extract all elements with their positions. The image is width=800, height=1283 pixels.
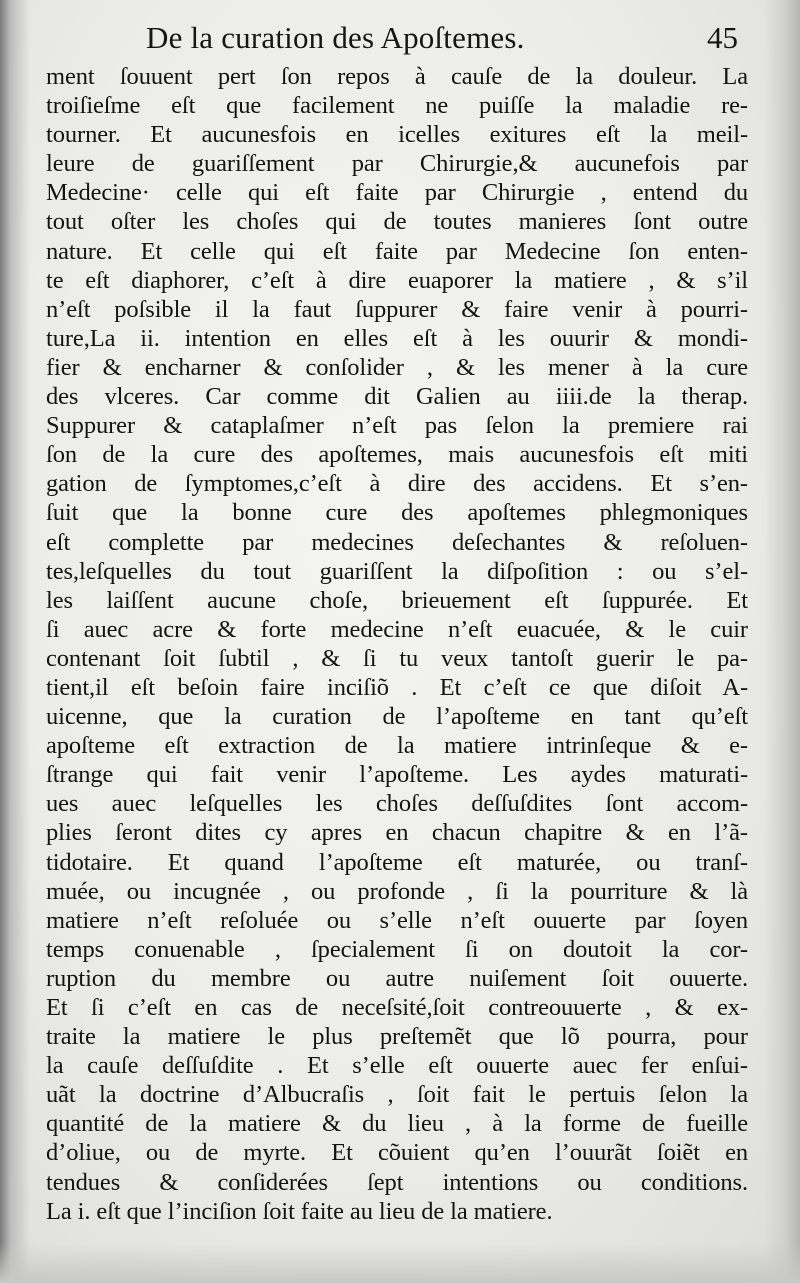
text-line: ment ſouuent pert ſon repos à cauſe de la douleur. La <box>46 63 748 90</box>
text-line: plies ſeront dites cy apres en chacun chapitre & en l’ã- <box>46 819 748 847</box>
text-line: Medecine· celle qui eſt faite par Chirurgie , entend du <box>46 179 748 207</box>
text-line: quantité de la matiere & du lieu , à la forme de fueille <box>46 1110 748 1138</box>
text-line: ſi auec acre & forte medecine n’eſt euacuée, & le cuir <box>46 615 748 643</box>
text-line: temps conuenable , ſpecialement ſi on doutoit la cor- <box>46 935 748 963</box>
text-line: Et ſi c’eſt en cas de neceſsité,ſoit contreouuerte , & ex- <box>46 994 748 1021</box>
text-line: d’oliue, ou de myrte. Et cõuient qu’en l’ouurãt ſoiẽt en <box>46 1139 748 1167</box>
text-line: uicenne, que la curation de l’apoſteme en tant qu’eſt <box>46 703 748 731</box>
text-line: tendues & conſiderées ſept intentions ou conditions. <box>46 1168 748 1196</box>
text-line: fier & encharner & conſolider , & les mener à la cure <box>46 353 748 381</box>
body-text <box>46 62 748 1226</box>
text-line: La i. eſt que l’inciſion ſoit faite au lieu de la matiere. <box>46 1197 553 1225</box>
page-number: 45 <box>707 20 738 55</box>
text-line: n’eſt poſsible il la faut ſuppurer & faire venir à pourri- <box>46 295 748 323</box>
text-line: matiere n’eſt reſoluée ou s’elle n’eſt ouuerte par ſoyen <box>46 906 748 934</box>
text-line: contenant ſoit ſubtil , & ſi tu veux tantoſt guerir le pa- <box>46 644 748 672</box>
bottom-shadow <box>0 1243 800 1283</box>
text-line: tout oſter les choſes qui de toutes manieres ſont outre <box>46 208 748 236</box>
text-line: les laiſſent aucune choſe, brieuement eſt ſuppurée. Et <box>46 586 748 614</box>
text-line: muée, ou incugnée , ou profonde , ſi la pourriture & là <box>46 877 748 905</box>
text-line: ſon de la cure des apoſtemes, mais aucunesfois eſt miti <box>46 441 748 469</box>
text-line: traite la matiere le plus preſtemẽt que lõ pourra, pour <box>46 1023 748 1051</box>
text-line: ture,La ii. intention en elles eſt à les ouurir & mondi- <box>46 324 748 352</box>
gutter-shadow <box>0 0 30 1283</box>
text-line: ſuit que la bonne cure des apoſtemes phlegmoniques <box>46 499 748 527</box>
text-line: tourner. Et aucunesfois en icelles exitures eſt la meil- <box>46 121 748 149</box>
text-line: nature. Et celle qui eſt faite par Medecine ſon enten- <box>46 237 748 265</box>
text-line: ruption du membre ou autre nuiſement ſoit ouuerte. <box>46 964 748 992</box>
text-line: gation de ſymptomes,c’eſt à dire des accidens. Et s’en- <box>46 470 748 498</box>
text-line: troiſieſme eſt que facilement ne puiſſe la maladie re- <box>46 92 748 120</box>
page-edge <box>764 0 800 1283</box>
text-line: ues auec leſquelles les choſes deſſuſdites ſont accom- <box>46 790 748 818</box>
text-line: apoſteme eſt extraction de la matiere intrinſeque & e- <box>46 732 748 760</box>
text-line: tient,il eſt beſoin faire inciſiõ . Et c’eſt ce que diſoit A- <box>46 673 748 701</box>
running-title: De la curation des Apoſtemes. <box>146 20 525 55</box>
text-line: Suppurer & cataplaſmer n’eſt pas ſelon la premiere rai <box>46 412 748 440</box>
text-line: ſtrange qui fait venir l’apoſteme. Les aydes maturati- <box>46 761 748 789</box>
text-line: tes,leſquelles du tout guariſſent la diſpoſition : ou s’el- <box>46 557 748 585</box>
text-line: uãt la doctrine d’Albucraſis , ſoit fait le pertuis ſelon la <box>46 1081 748 1109</box>
page-header <box>46 18 746 64</box>
text-line: eſt complette par medecines deſechantes & reſoluen- <box>46 528 748 556</box>
text-line: la cauſe deſſuſdite . Et s’elle eſt ouuerte auec fer enſui- <box>46 1052 748 1080</box>
text-line: te eſt diaphorer, c’eſt à dire euaporer la matiere , & s’il <box>46 266 748 294</box>
text-line: leure de guariſſement par Chirurgie,& aucunefois par <box>46 150 748 178</box>
text-line: des vlceres. Car comme dit Galien au iiii.de la therap. <box>46 383 748 411</box>
text-line: tidotaire. Et quand l’apoſteme eſt maturée, ou tranſ- <box>46 848 748 876</box>
